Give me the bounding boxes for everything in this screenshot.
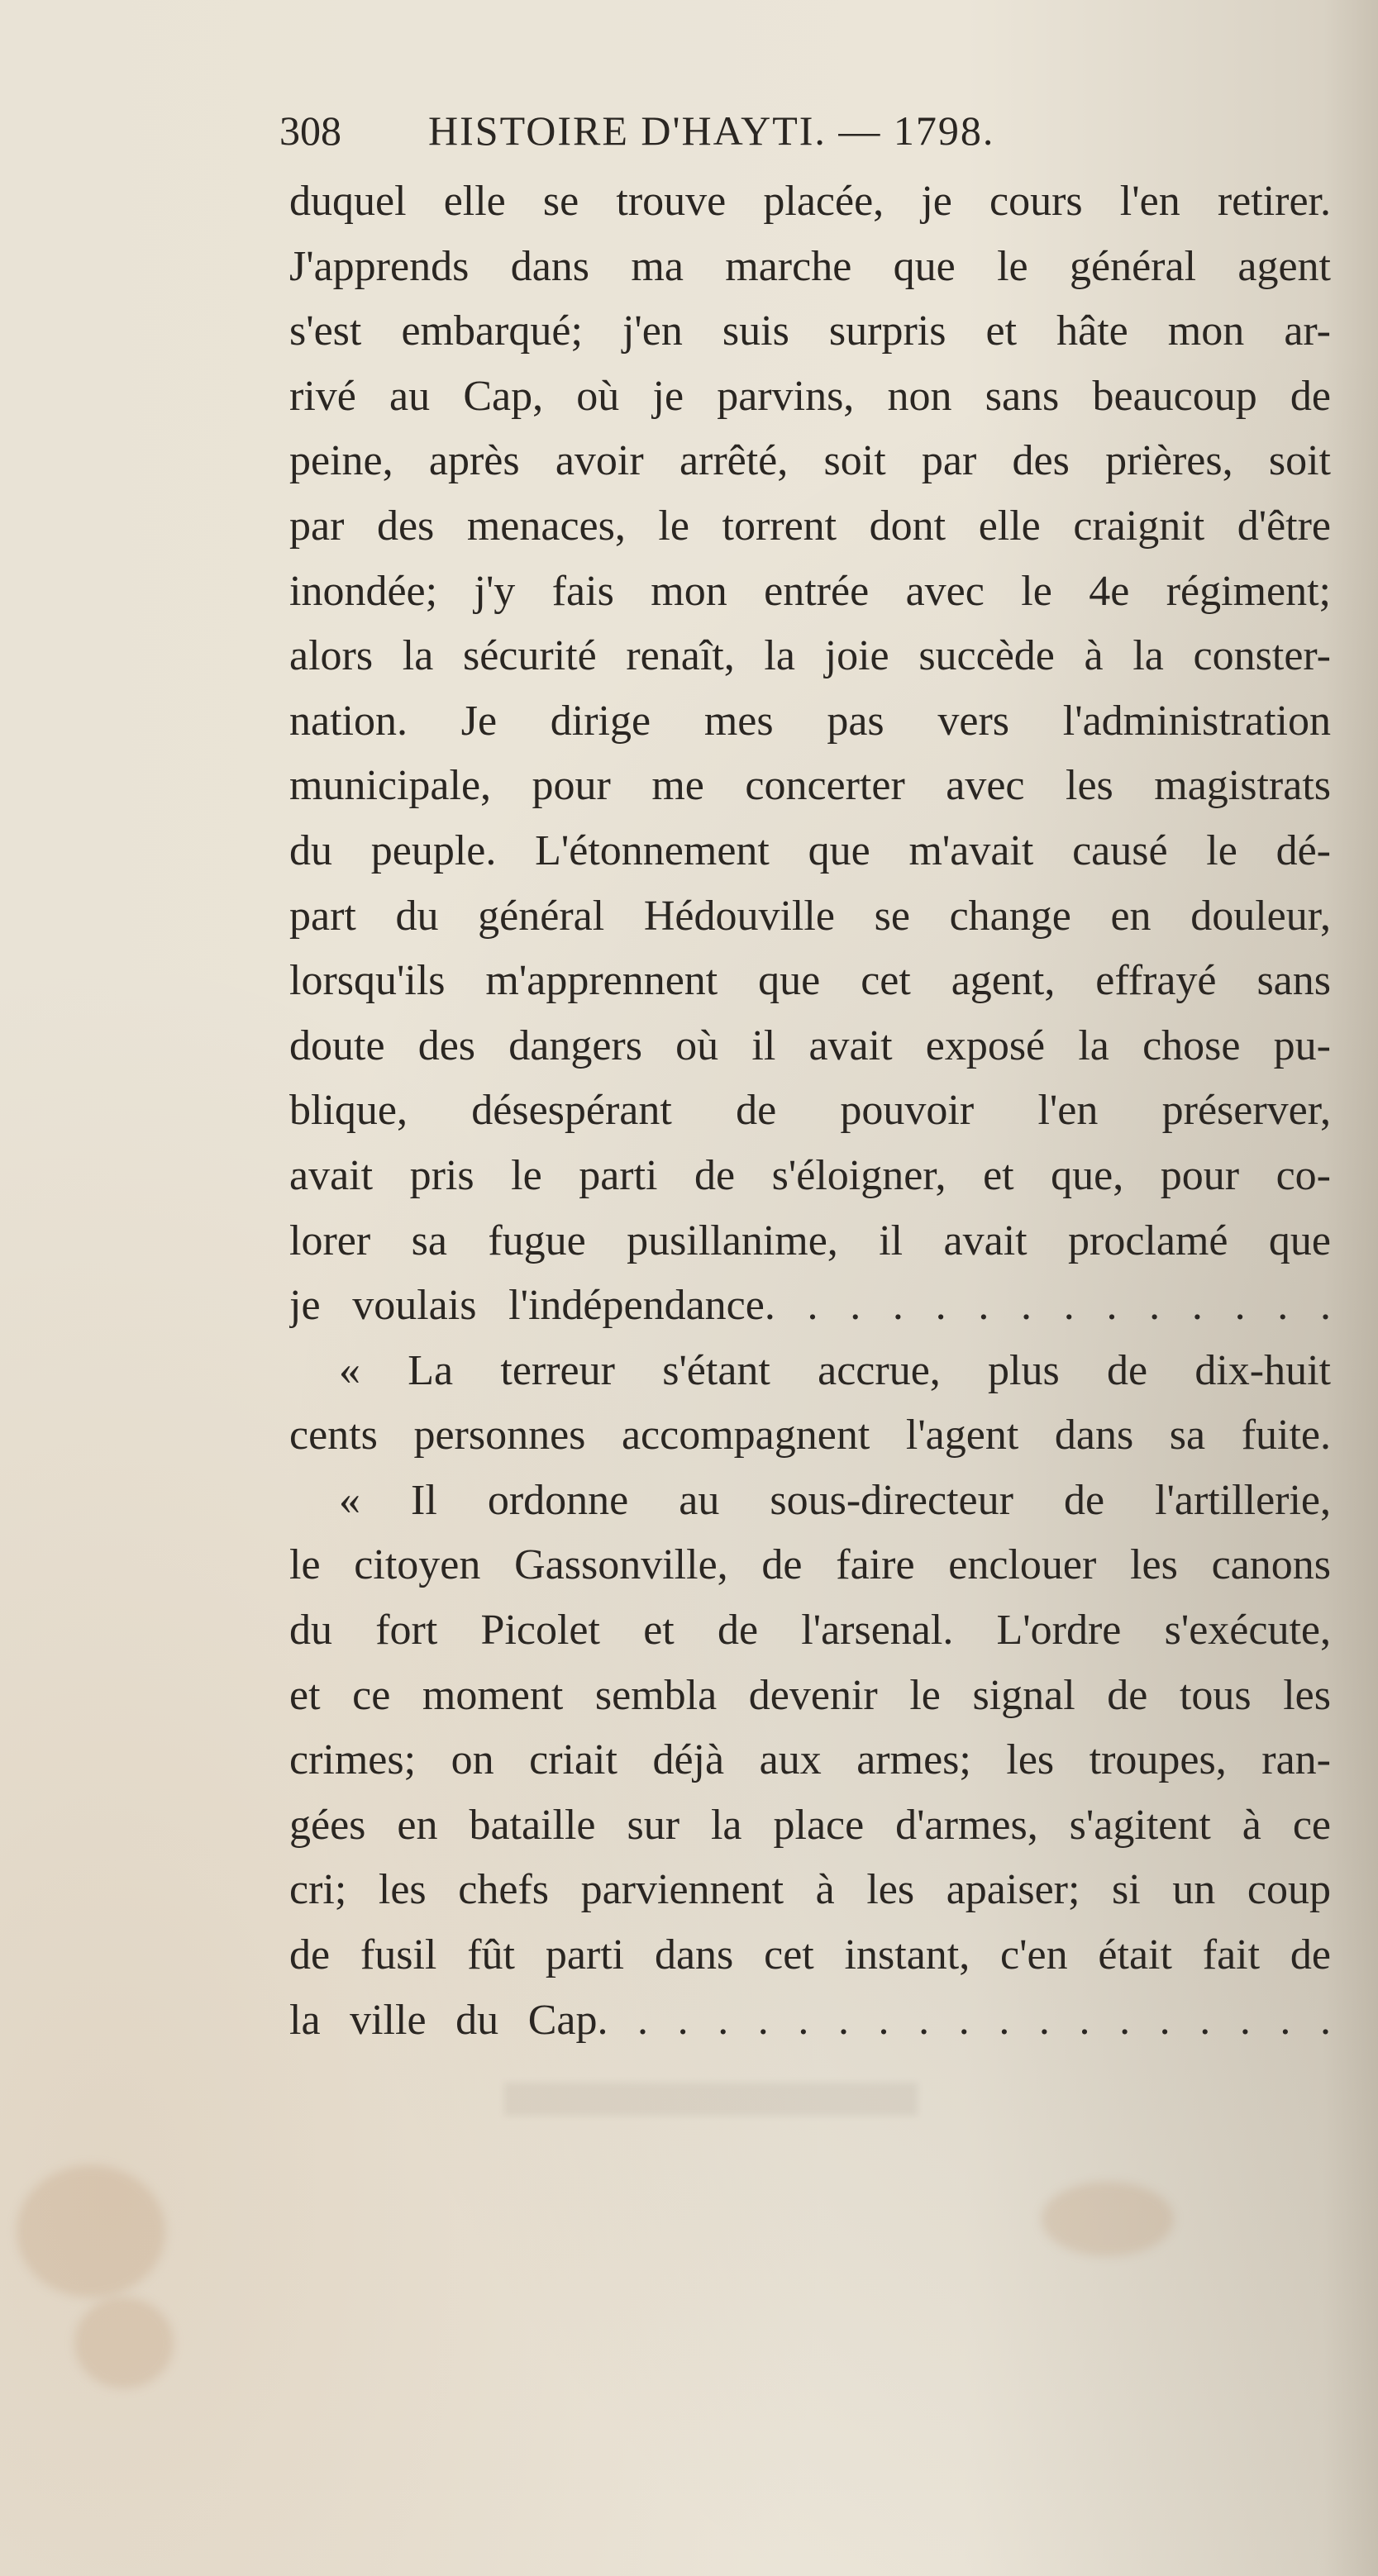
text-line: « La terreur s'étant accrue, plus de dix-huit — [339, 1346, 1331, 1394]
text-line: du fort Picolet et de l'arsenal. L'ordre s'exécute, — [289, 1607, 1331, 1655]
running-title: HISTOIRE D'HAYTI. — 1798. — [428, 107, 995, 154]
text-line: lorer sa fugue pusillanime, il avait proclamé que — [289, 1217, 1331, 1264]
text-line: cri; les chefs parviennent à les apaiser; si un coup — [289, 1866, 1331, 1914]
text-line: rivé au Cap, où je parvins, non sans beaucoup de — [289, 372, 1331, 420]
text-line: cents personnes accompagnent l'agent dans sa fuite. — [289, 1412, 1331, 1459]
page-number: 308 — [279, 107, 341, 154]
paper-stain — [17, 2165, 165, 2297]
text-line: par des menaces, le torrent dont elle craignit d'être — [289, 502, 1331, 550]
text-line: lorsqu'ils m'apprennent que cet agent, effrayé sans — [289, 957, 1331, 1005]
paper-stain — [74, 2297, 174, 2388]
text-line: duquel elle se trouve placée, je cours l'en retirer. — [289, 178, 1331, 225]
text-line: crimes; on criait déjà aux armes; les troupes, ran- — [289, 1736, 1331, 1784]
text-line: blique, désespérant de pouvoir l'en préserver, — [289, 1087, 1331, 1135]
text-line: la ville du Cap. . . . . . . . . . . . . . . . . . . — [289, 1996, 1331, 2044]
text-line: gées en bataille sur la place d'armes, s'agitent à ce — [289, 1801, 1331, 1849]
running-header — [279, 98, 1172, 164]
text-line: J'apprends dans ma marche que le général agent — [289, 242, 1331, 290]
text-line: « Il ordonne au sous-directeur de l'artillerie, — [339, 1476, 1331, 1524]
text-line: du peuple. L'étonnement que m'avait causé le dé- — [289, 826, 1331, 874]
body-text — [289, 169, 1331, 2053]
paper-stain — [1042, 2182, 1174, 2256]
text-line: alors la sécurité renaît, la joie succède à la conster- — [289, 632, 1331, 680]
text-line: s'est embarqué; j'en suis surpris et hâte mon ar- — [289, 307, 1331, 355]
text-line: avait pris le parti de s'éloigner, et que, pour co- — [289, 1151, 1331, 1199]
text-line: peine, après avoir arrêté, soit par des prières, soit — [289, 437, 1331, 485]
text-line: nation. Je dirige mes pas vers l'administration — [289, 697, 1331, 745]
text-line: doute des dangers où il avait exposé la chose pu- — [289, 1021, 1331, 1069]
text-line: municipale, pour me concerter avec les magistrats — [289, 762, 1331, 810]
text-line: et ce moment sembla devenir le signal de tous les — [289, 1671, 1331, 1719]
text-line: je voulais l'indépendance. . . . . . . . . . . . . . — [289, 1282, 1331, 1330]
text-line: le citoyen Gassonville, de faire enclouer les canons — [289, 1541, 1331, 1589]
show-through-text — [504, 2083, 918, 2116]
text-line: part du général Hédouville se change en douleur, — [289, 892, 1331, 940]
text-line: de fusil fût parti dans cet instant, c'en était fait de — [289, 1931, 1331, 1979]
text-line: inondée; j'y fais mon entrée avec le 4e régiment; — [289, 567, 1331, 615]
